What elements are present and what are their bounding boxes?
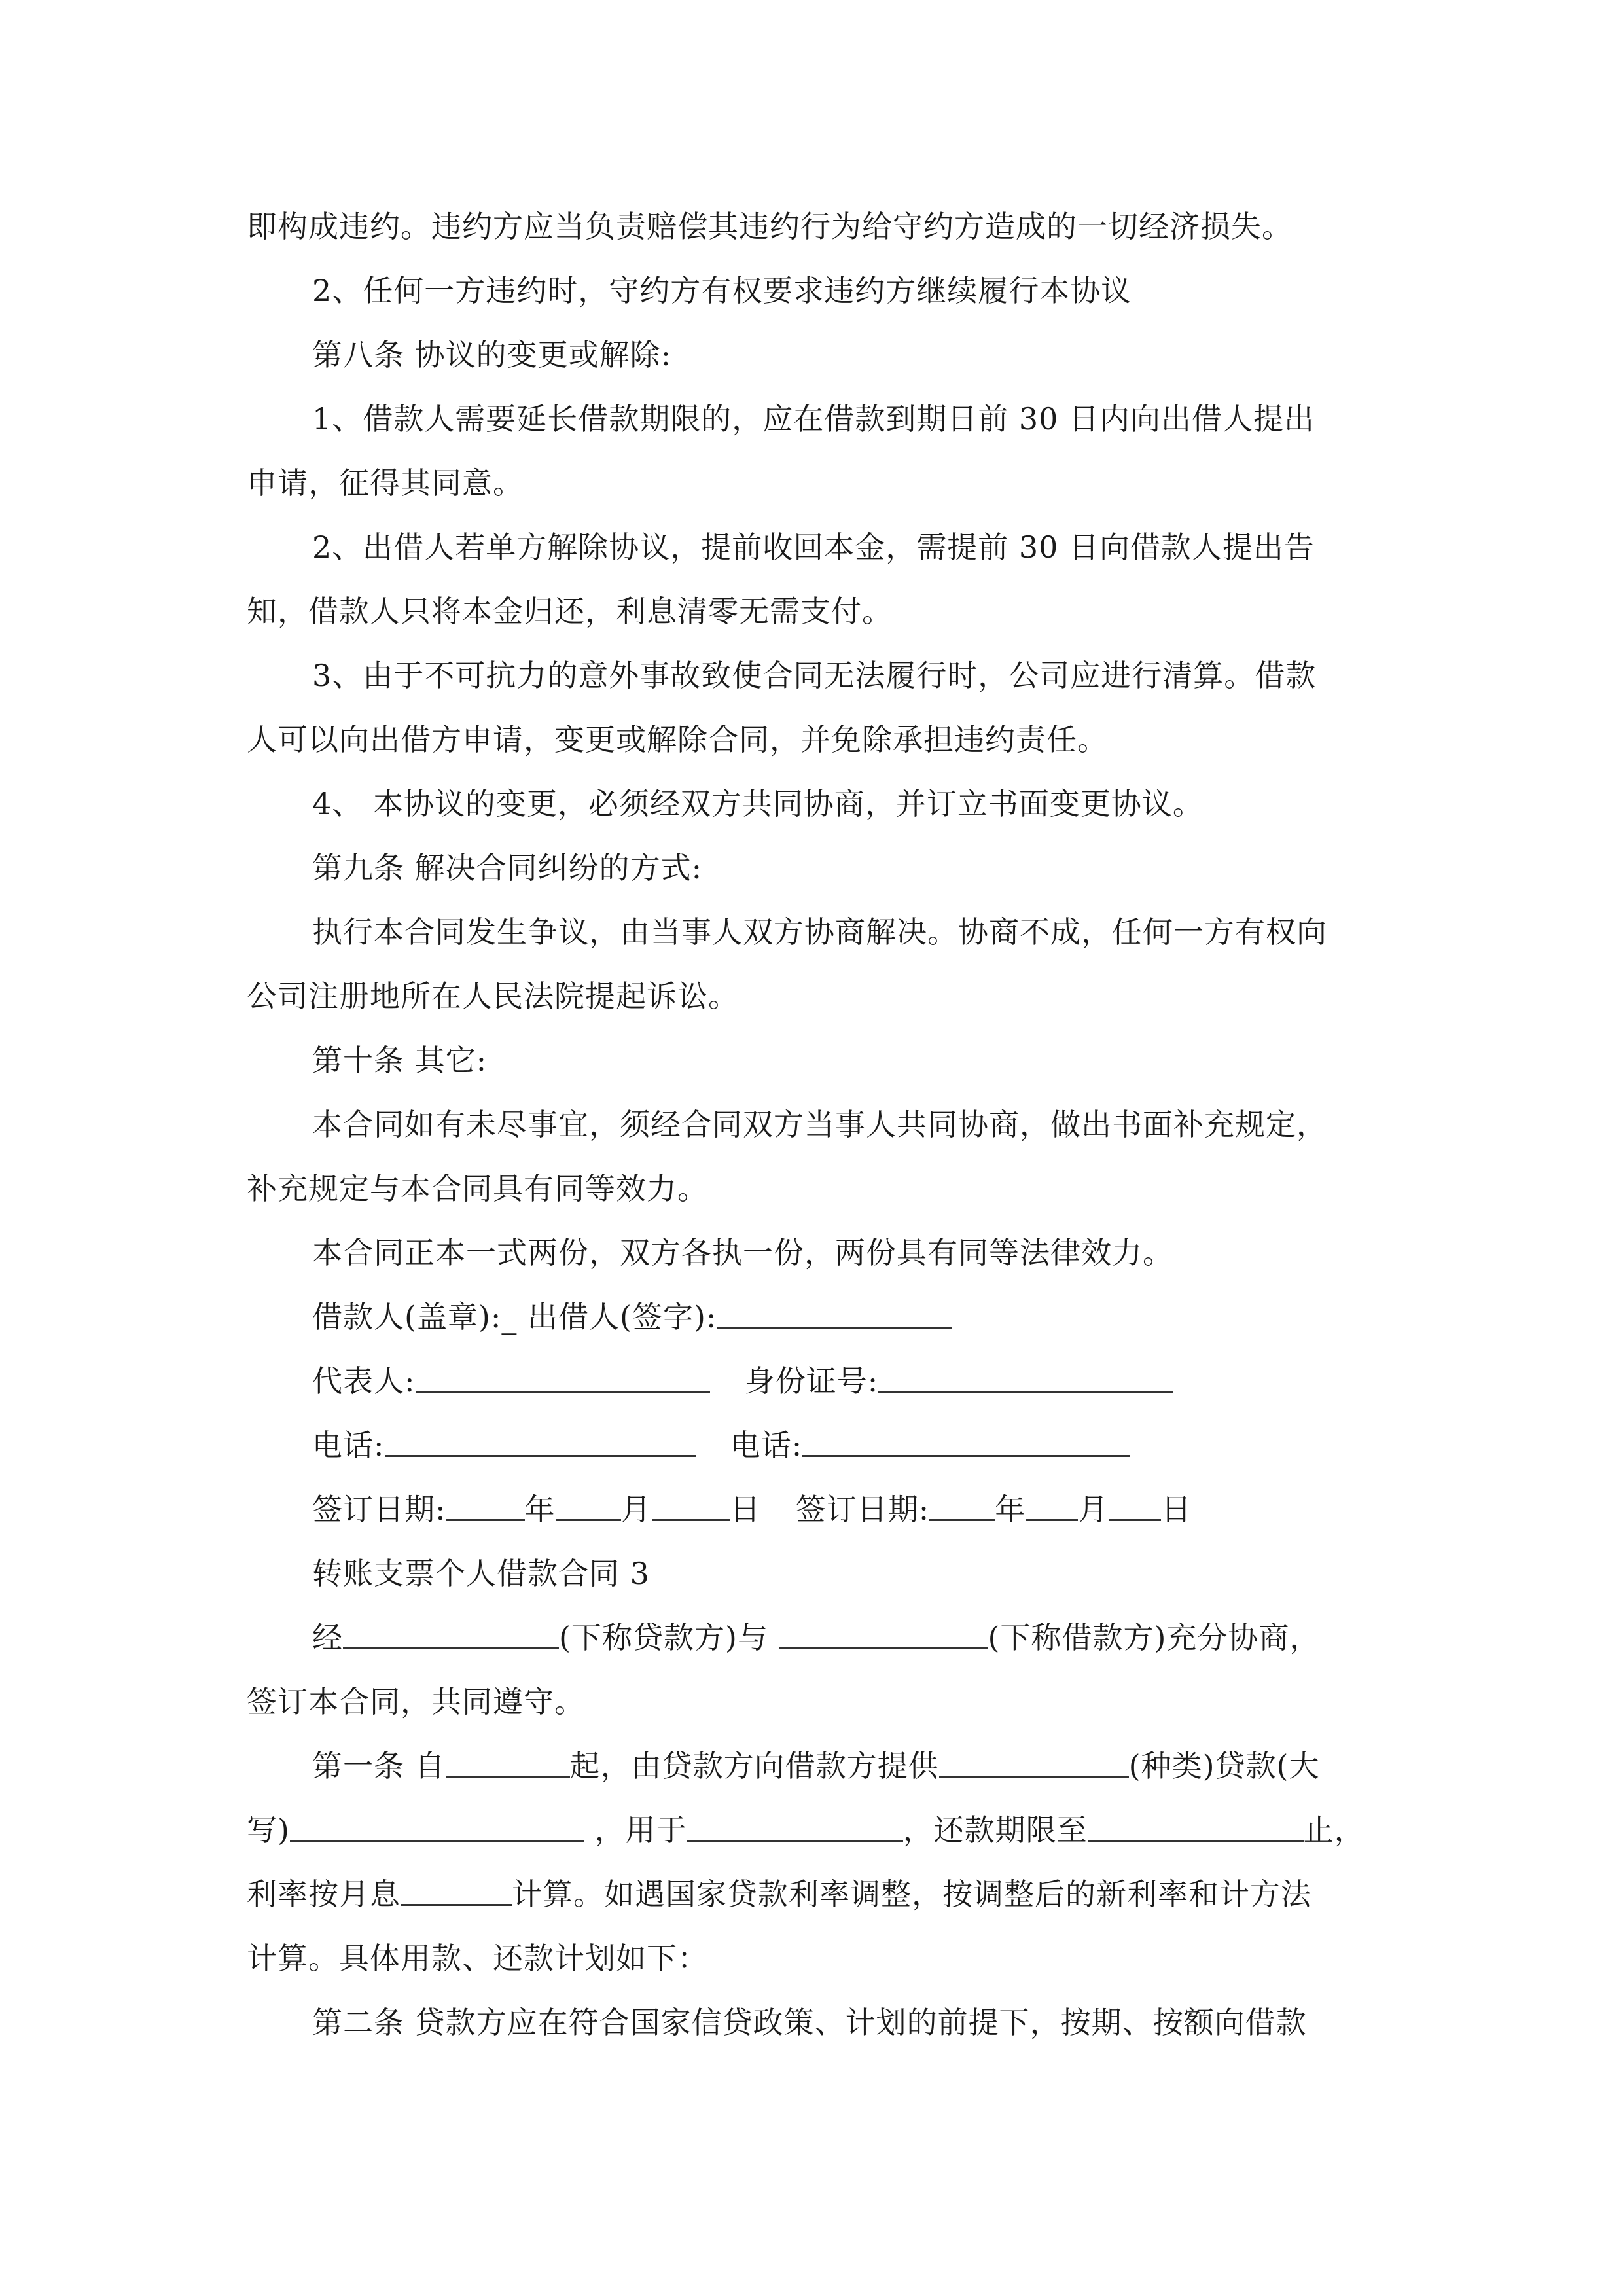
paragraph-line: 本合同正本一式两份，双方各执一份，两份具有同等法律效力。 xyxy=(312,1235,1173,1270)
representative-blank xyxy=(416,1362,710,1393)
text-span: 第一条 自 xyxy=(312,1748,446,1784)
text-span: (种类)贷款(大 xyxy=(1128,1748,1320,1784)
phone-blank xyxy=(385,1426,696,1457)
purpose-blank xyxy=(687,1811,903,1842)
paragraph-line: 3、由于不可抗力的意外事故致使合同无法履行时，公司应进行清算。借款 xyxy=(312,658,1317,693)
paragraph-line: 即构成违约。违约方应当负责赔偿其违约行为给守约方造成的一切经济损失。 xyxy=(247,209,1293,244)
paragraph-line: 4、 本协议的变更，必须经双方共同协商，并订立书面变更协议。 xyxy=(312,786,1204,821)
paragraph-line: 计算。具体用款、还款计划如下： xyxy=(247,1941,708,1976)
text-span: 利率按月息 xyxy=(247,1876,401,1912)
paragraph-line: 2、任何一方违约时，守约方有权要求违约方继续履行本协议 xyxy=(312,273,1132,308)
paragraph-line xyxy=(312,1618,1320,1657)
signature-row xyxy=(312,1361,1173,1401)
paragraph-line: 1、借款人需要延长借款期限的，应在借款到期日前 30 日内向出借人提出 xyxy=(312,401,1315,437)
paragraph-line: 执行本合同发生争议，由当事人双方协商解决。协商不成，任何一方有权向 xyxy=(312,914,1327,950)
amount-blank xyxy=(290,1811,584,1842)
paragraph-line: 公司注册地所在人民法院提起诉讼。 xyxy=(247,978,739,1014)
day-label: 日 xyxy=(730,1492,761,1527)
paragraph-line: 本合同如有未尽事宜，须经合同双方当事人共同协商，做出书面补充规定， xyxy=(312,1107,1327,1142)
representative-label: 代表人: xyxy=(312,1363,416,1399)
borrower-seal-label: 借款人(盖章):_ xyxy=(312,1299,528,1335)
signature-row xyxy=(312,1490,1192,1529)
paragraph-line: 知，借款人只将本金归还，利息清零无需支付。 xyxy=(247,594,893,629)
article-heading: 第九条 解决合同纠纷的方式: xyxy=(312,850,703,886)
paragraph-line: 签订本合同，共同遵守。 xyxy=(247,1684,585,1719)
year-label: 年 xyxy=(995,1492,1026,1527)
lender-name-blank xyxy=(343,1619,559,1649)
sign-date-label: 签订日期: xyxy=(312,1492,446,1527)
signature-row xyxy=(312,1297,952,1336)
paragraph-line xyxy=(247,1810,1365,1850)
text-span: 计算。如遇国家贷款利率调整，按调整后的新利率和计方法 xyxy=(512,1876,1311,1912)
text-span: 经 xyxy=(312,1620,343,1655)
paragraph-line: 第二条 贷款方应在符合国家信贷政策、计划的前提下，按期、按额向借款 xyxy=(312,2005,1307,2040)
paragraph-line: 申请，征得其同意。 xyxy=(247,465,524,501)
paragraph-line: 补充规定与本合同具有同等效力。 xyxy=(247,1171,708,1206)
interest-rate-blank xyxy=(401,1875,512,1906)
day-blank xyxy=(1109,1490,1161,1521)
paragraph-line: 人可以向出借方申请，变更或解除合同，并免除承担违约责任。 xyxy=(247,722,1108,757)
month-blank xyxy=(556,1490,621,1521)
borrower-name-blank xyxy=(779,1619,988,1649)
start-date-blank xyxy=(446,1747,570,1778)
signature-row xyxy=(312,1426,1130,1465)
text-span: (下称贷款方)与 xyxy=(559,1620,768,1655)
month-label: 月 xyxy=(1078,1492,1109,1527)
phone-blank xyxy=(802,1426,1130,1457)
day-blank xyxy=(652,1490,730,1521)
text-span: 写) xyxy=(247,1812,290,1848)
year-blank xyxy=(446,1490,525,1521)
month-label: 月 xyxy=(620,1492,652,1527)
article-heading: 第八条 协议的变更或解除: xyxy=(312,337,672,372)
paragraph-line: 2、出借人若单方解除协议，提前收回本金，需提前 30 日向借款人提出告 xyxy=(312,529,1315,565)
text-span: ，用于 xyxy=(594,1812,687,1848)
month-blank xyxy=(1026,1490,1078,1521)
day-label: 日 xyxy=(1161,1492,1192,1527)
article-heading: 第十条 其它: xyxy=(312,1043,488,1078)
lender-sign-label: 出借人(签字): xyxy=(527,1299,717,1335)
text-span: ，还款期限至 xyxy=(902,1812,1088,1848)
loan-type-blank xyxy=(939,1747,1129,1778)
id-number-label: 身份证号: xyxy=(744,1363,879,1399)
section-title: 转账支票个人借款合同 3 xyxy=(312,1556,650,1591)
sign-date-label: 签订日期: xyxy=(795,1492,930,1527)
phone-label: 电话: xyxy=(312,1427,385,1463)
text-span: 止， xyxy=(1303,1812,1365,1848)
text-span: 起，由贷款方向借款方提供 xyxy=(569,1748,939,1784)
year-blank xyxy=(929,1490,995,1521)
year-label: 年 xyxy=(524,1492,556,1527)
paragraph-line xyxy=(312,1746,1319,1785)
lender-sign-blank xyxy=(717,1298,952,1329)
text-span: (下称借款方)充分协商， xyxy=(988,1620,1321,1655)
id-number-blank xyxy=(878,1362,1173,1393)
due-date-blank xyxy=(1088,1811,1304,1842)
paragraph-line xyxy=(247,1874,1311,1914)
phone-label: 电话: xyxy=(730,1427,803,1463)
